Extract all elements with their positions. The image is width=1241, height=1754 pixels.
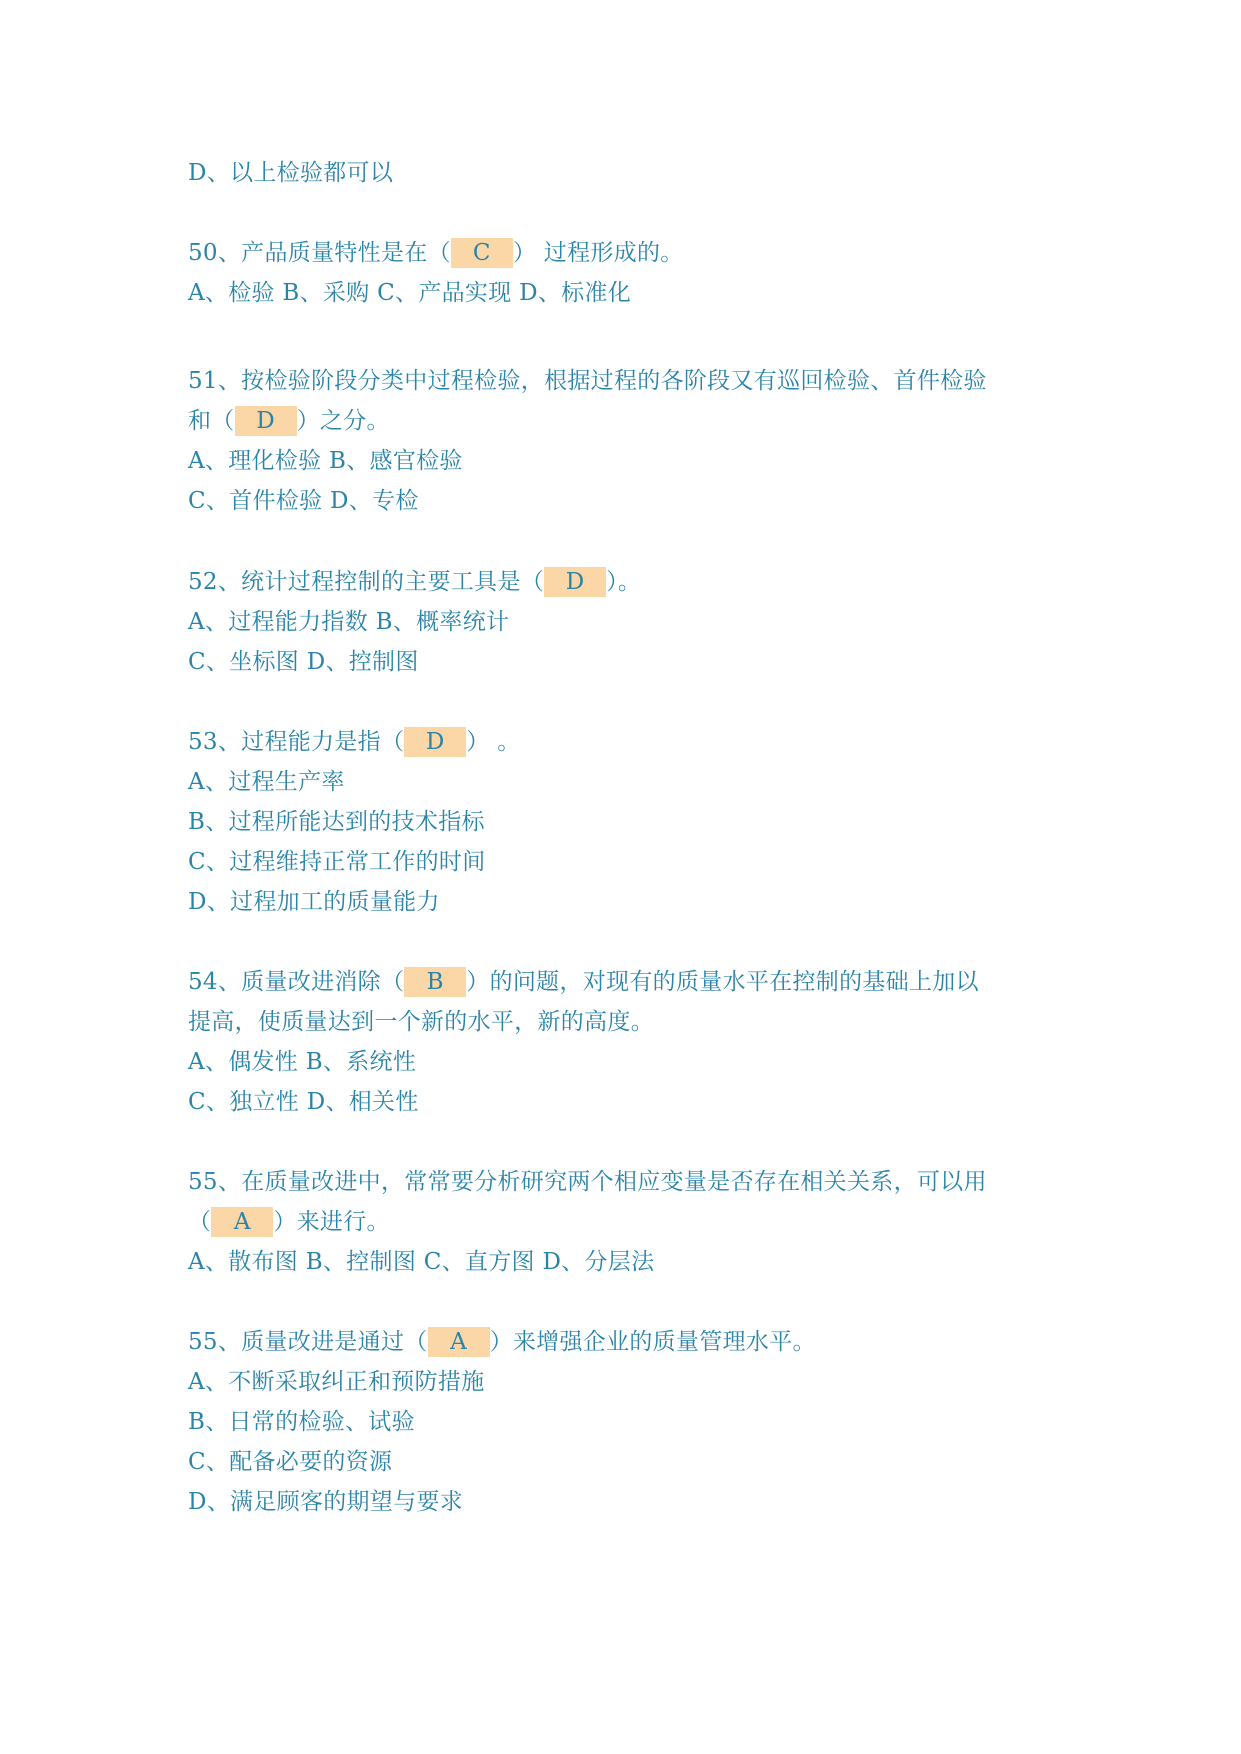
line-text: A、过程能力指数 B、概率统计 [188,609,510,635]
line-text: 和（ [188,408,235,434]
option-line [188,886,440,918]
text-line [188,157,393,189]
question-line [188,1326,816,1358]
line-text: D、以上检验都可以 [188,160,394,186]
option-line [188,1046,416,1078]
answer-highlight: D [235,406,297,436]
line-text: ）之分。 [296,408,390,434]
line-text: B、日常的检验、试验 [188,1409,415,1435]
option-line [188,1446,392,1478]
option-line [188,1366,485,1398]
question-line [188,566,641,598]
line-text: A、理化检验 B、感官检验 [188,448,463,474]
line-text: D、过程加工的质量能力 [188,889,440,915]
option-line [188,646,419,678]
line-text: B、过程所能达到的技术指标 [188,809,485,835]
line-text: 55、在质量改进中，常常要分析研究两个相应变量是否存在相关关系，可以用 [188,1169,987,1195]
question-line [188,1006,654,1038]
option-line [188,1086,419,1118]
option-line [188,1406,415,1438]
line-text: ）来进行。 [273,1209,390,1235]
line-text: ）来增强企业的质量管理水平。 [489,1329,816,1355]
line-text: 54、质量改进消除（ [188,969,405,995]
answer-highlight: B [404,967,466,997]
line-text: C、坐标图 D、控制图 [188,649,419,675]
line-text: 50、产品质量特性是在（ [188,240,451,266]
question-line [188,966,979,998]
line-text: A、检验 B、采购 C、产品实现 D、标准化 [188,280,632,306]
option-line [188,766,345,798]
line-text: C、配备必要的资源 [188,1449,393,1475]
line-text: A、过程生产率 [188,769,345,795]
line-text: ）。 [606,569,642,595]
answer-highlight: D [404,727,466,757]
line-text: C、首件检验 D、专检 [188,488,419,514]
option-line [188,277,631,309]
line-text: ） 。 [466,729,521,755]
line-text: C、独立性 D、相关性 [188,1089,419,1115]
line-text: ）的问题，对现有的质量水平在控制的基础上加以 [466,969,979,995]
question-line [188,1206,390,1238]
line-text: A、偶发性 B、系统性 [188,1049,417,1075]
option-line [188,1486,463,1518]
answer-highlight: A [428,1327,490,1357]
question-line [188,1166,987,1198]
question-line [188,726,521,758]
line-text: （ [188,1209,212,1235]
line-text: D、满足顾客的期望与要求 [188,1489,464,1515]
option-line [188,1246,654,1278]
option-line [188,606,509,638]
answer-highlight: D [544,567,606,597]
option-line [188,445,463,477]
line-text: 52、统计过程控制的主要工具是（ [188,569,545,595]
line-text: 53、过程能力是指（ [188,729,405,755]
answer-highlight: A [211,1207,273,1237]
question-line [188,365,987,397]
answer-highlight: C [451,238,513,268]
line-text: C、过程维持正常工作的时间 [188,849,486,875]
line-text: A、散布图 B、控制图 C、直方图 D、分层法 [188,1249,655,1275]
line-text: 提高，使质量达到一个新的水平，新的高度。 [188,1009,654,1035]
line-text: 51、按检验阶段分类中过程检验，根据过程的各阶段又有巡回检验、首件检验 [188,368,987,394]
line-text: 55、质量改进是通过（ [188,1329,428,1355]
line-text: A、不断采取纠正和预防措施 [188,1369,485,1395]
question-line [188,405,390,437]
line-text: ） 过程形成的。 [512,240,684,266]
question-line [188,237,684,269]
option-line [188,485,419,517]
option-line [188,846,486,878]
option-line [188,806,485,838]
